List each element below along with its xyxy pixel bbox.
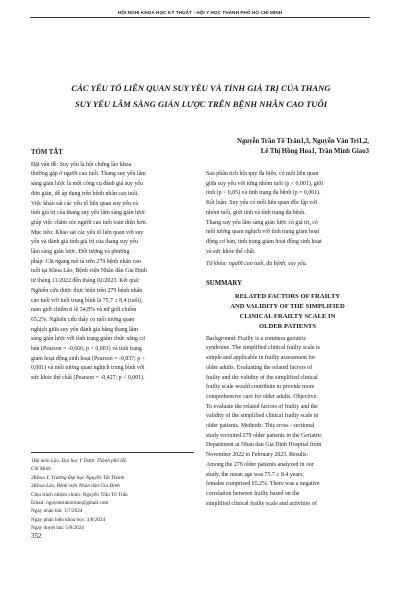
abstract-vi-line: giúp việc chăm sóc người cao tuổi toàn diện hơn. bbox=[31, 219, 148, 226]
abstract-vi-line: pháp: Cắt ngang mô tả trên 279 bệnh nhân cao bbox=[31, 258, 141, 265]
abstract-vi-line: và sức khỏe thể chất. bbox=[206, 248, 256, 255]
abstract-vi-line: Thang suy yếu lâm sàng gián lược có giá trị, có bbox=[206, 219, 318, 226]
english-title-line: CLINICAL FRAILTY SCALE IN bbox=[239, 312, 336, 320]
abstract-vi-body bbox=[31, 161, 194, 384]
abstract-vi-line: yếu và đánh giá tính giá trị của thang suy yếu bbox=[31, 239, 138, 246]
summary-line: comprehensive care for older adults. Objective: bbox=[206, 393, 318, 400]
abstract-vi-line: tính giá trị của thang suy yếu lâm sàng gián lược bbox=[31, 210, 146, 217]
abstract-vi-line: mối tương quan nghịch với tình trạng giảm hoạt bbox=[206, 229, 320, 236]
summary-line: females comprised 65.2%. There was a negative bbox=[206, 481, 320, 488]
footnote-line: Ngày nhận bài: 1/7/2024 bbox=[31, 508, 83, 515]
footnote-line: 1Bộ môn Lão, Đại học Y Dược Thành phố Hồ bbox=[31, 458, 127, 464]
abstract-vi-line: lâm sàng gián lược. Đối tượng và phương bbox=[31, 249, 130, 256]
english-title-line: RELATED FACTORS OF FRAILTY bbox=[234, 292, 341, 300]
abstract-vi-line: động cơ bản, tình trạng giảm hoạt động sinh hoạt bbox=[206, 238, 322, 245]
abstract-vi-line: nghịch giữa suy yếu đánh giá bằng thang lâm bbox=[31, 326, 138, 333]
summary-line: Department at Nhan dan Gia Dinh Hospital from bbox=[206, 442, 322, 449]
footnote-line: Chí Minh bbox=[31, 466, 51, 473]
abstract-vi-line: cao tuổi với tuổi trung bình là 75,7 ± 8,4 (tuổi), bbox=[31, 297, 143, 304]
page-number: 352 bbox=[31, 532, 42, 540]
abstract-vi-line: tính (p < 0,05) và tình trạng đa bệnh (p = 0,001). bbox=[206, 190, 321, 197]
abstract-vi-line: bản (Pearson = -0,666; p < 0,001) và tình trạng bbox=[31, 346, 142, 353]
summary-line: study recruited 279 older patients in the Geriatric bbox=[206, 432, 322, 439]
article-title-line-1: CÁC YẾU TỐ LIÊN QUAN SUY YẾU VÀ TÍNH GIÁ TRỊ CỦA THANG bbox=[71, 83, 331, 93]
summary-line: Background: Frailty is a common geriatric bbox=[206, 335, 307, 342]
summary-line: study, the mean age was 75.7 ± 8.4 years; bbox=[206, 471, 304, 478]
abstract-vi-line: thường gặp ở người cao tuổi. Thang suy yếu lâm bbox=[31, 171, 146, 178]
abstract-vi-line: sàng gián lược là một công cụ đánh giá suy yếu bbox=[31, 181, 143, 188]
english-title bbox=[206, 292, 369, 332]
abstract-vi-line: 65,2%. Nghiên cứu thấy có mối tương quan bbox=[31, 316, 135, 323]
left-column bbox=[31, 148, 194, 384]
summary-heading: SUMMARY bbox=[206, 280, 243, 288]
summary-line: older adults. Evaluating the related factors of bbox=[206, 364, 313, 371]
abstract-vi-continued bbox=[206, 170, 369, 257]
summary-line: November 2022 to February 2023. Results: bbox=[206, 452, 309, 459]
journal-header: HỘI NGHỊ KHOA HỌC KỸ THUẬT - HỘI Y HỌC THÀNH PHỐ HỒ CHÍ MINH bbox=[30, 10, 370, 18]
abstract-vi-line: giữa suy yếu với từng nhóm tuổi (p < 0,001), giới bbox=[206, 180, 324, 187]
author-line-1: Nguyễn Trần Tố Trân1,3, Nguyễn Văn Trí1,2, bbox=[237, 138, 369, 145]
summary-line: frailty scale would contribute to provide more bbox=[206, 384, 315, 391]
english-title-line: OLDER PATIENTS bbox=[258, 322, 317, 330]
summary-line: older patients. Methods: This cross - sectional bbox=[206, 423, 315, 430]
abstract-vi-line: nhóm tuổi, giới tính và tình trạng đa bệnh. bbox=[206, 209, 306, 216]
abstract-vi-line: nam giới chiếm tỉ lệ 34,8% và nữ giới chiếm bbox=[31, 307, 137, 314]
footnotes bbox=[31, 452, 194, 533]
article-title bbox=[36, 80, 366, 112]
keywords: Từ khóa: người cao tuổi, đa bệnh, suy yếu. bbox=[206, 261, 308, 268]
footnote-line: 3Khoa Lão, Bệnh viện Nhân dân Gia Định bbox=[31, 483, 120, 490]
abstract-vi-line: Sau phân tích hồi quy đa biến, có mối liên quan bbox=[206, 171, 319, 177]
footnote-line: Chịu trách nhiệm chính: Nguyễn Trần Tố Trân bbox=[31, 491, 128, 498]
summary-line: syndrome. The simplified clinical frailty scale is bbox=[206, 345, 320, 352]
abstract-vi-line: Mục tiêu: Khảo sát các yếu tố liên quan với suy bbox=[31, 229, 144, 236]
author-line-2: Lê Thị Hồng Hoa1, Trần Minh Giao3 bbox=[260, 148, 369, 155]
abstract-vi-line: Việc khảo sát các yếu tố liên quan suy yếu và bbox=[31, 200, 138, 207]
summary-line: simple and applicable in frailty assessment for bbox=[206, 355, 316, 362]
footnote-line: Ngày duyệt bài: 5/8/2024 bbox=[31, 525, 84, 532]
abstract-vi-line: Kết luận: Suy yếu có mối liên quan độc lập với bbox=[206, 200, 318, 207]
author-list bbox=[169, 137, 369, 157]
footnote-line: Ngày phản biện khoa học: 3/8/2024 bbox=[31, 516, 106, 523]
abstract-vi-line: sàng gián lược với tình trạng giảm chức năng cơ bbox=[31, 336, 146, 343]
abstract-vi-line: từ tháng 11/2022 đến tháng 02/2023. Kết quả: bbox=[31, 278, 140, 285]
english-title-line: AND VALIDITY OF THE SIMPLIFIED bbox=[230, 302, 345, 310]
abstract-vi-line: giảm hoạt động sinh hoạt (Pearson = -0,837; p < bbox=[31, 355, 145, 362]
abstract-vi-line: Đặt vấn đề: Suy yếu là hội chứng lão khoa bbox=[31, 161, 132, 168]
abstract-vi-line: tuổi tại Khoa Lão, Bệnh viện Nhân dân Gia Định bbox=[31, 268, 147, 275]
abstract-vi-line: đơn giản, dễ áp dụng trên bệnh nhân cao tuổi. bbox=[31, 190, 139, 197]
footnote-line: 2Khoa Y, Trường Đại học Nguyễn Tất Thành bbox=[31, 474, 125, 481]
summary-line: To evaluate the related factors of frailty and the bbox=[206, 403, 318, 410]
footnote-line: Email: nguyentrantotran@gmail.com bbox=[31, 500, 109, 507]
abstract-vi-line: 0,001) và mối tương quan nghịch trung bình với bbox=[31, 365, 145, 372]
abstract-vi-line: Nghiên cứu được thực hiện trên 279 bệnh nhân bbox=[31, 287, 143, 294]
abstract-heading: TÓM TẮT bbox=[31, 149, 63, 156]
summary-line: correlation between frailty based on the bbox=[206, 490, 300, 497]
summary-line: simplified clinical frailty scale and activities of bbox=[206, 500, 317, 507]
summary-line: frailty and the validity of the simplified clinical bbox=[206, 374, 318, 381]
summary-line: Among the 279 older patients analyzed in our bbox=[206, 461, 314, 468]
summary-body bbox=[206, 335, 369, 510]
abstract-vi-line: sức khỏe thể chất (Pearson = -0,427; p < 0,001). bbox=[31, 375, 145, 382]
right-column bbox=[206, 170, 369, 509]
article-title-line-2: SUY YẾU LÂM SÀNG GIÁN LƯỢC TRÊN BỆNH NHÂN CAO TUỔI bbox=[74, 99, 328, 109]
summary-line: validity of the simplified clinical frailty scale in bbox=[206, 413, 319, 420]
